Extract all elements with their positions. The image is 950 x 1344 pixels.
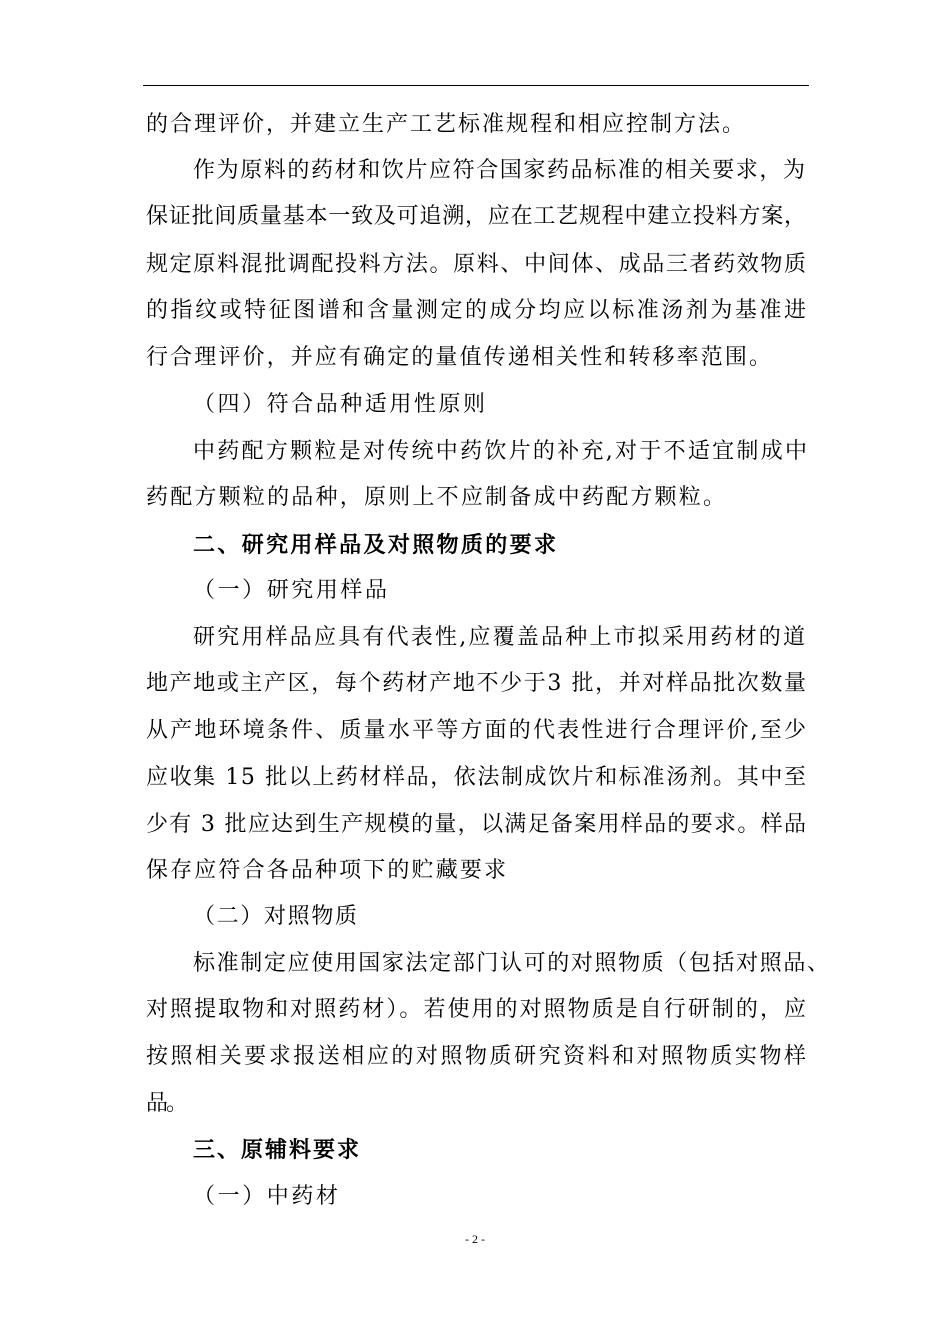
text-line: 规定原料混批调配投料方法。原料、中间体、成品三者药效物质 — [146, 252, 808, 277]
text-line: 少有 3 批应达到生产规模的量，以满足备案用样品的要求。样品 — [146, 812, 808, 837]
text-line: 行合理评价，并应有确定的量值传递相关性和转移率范围。 — [146, 345, 774, 370]
text-line: 药配方颗粒的品种，原则上不应制备成中药配方颗粒。 — [146, 485, 728, 510]
text-line: 对照提取物和对照药材）。若使用的对照物质是自行研制的，应 — [146, 997, 809, 1022]
text-line: 研究用样品应具有代表性,应覆盖品种上市拟采用药材的道 — [193, 625, 808, 650]
text-line: 保证批间质量基本一致及可追溯，应在工艺规程中建立投料方案， — [146, 204, 807, 229]
header-rule — [143, 85, 809, 86]
text-line: 保存应符合各品种项下的贮藏要求 — [146, 858, 509, 883]
text-line: 中药配方颗粒是对传统中药饮片的补充,对于不适宜制成中 — [193, 439, 810, 464]
section-heading: （四）符合品种适用性原则 — [193, 392, 488, 417]
section-heading: （一）中药材 — [193, 1184, 341, 1209]
text-line: 的合理评价，并建立生产工艺标准规程和相应控制方法。 — [146, 112, 746, 137]
text-line: 的指纹或特征图谱和含量测定的成分均应以标准汤剂为基准进 — [146, 298, 809, 323]
chapter-heading: 二、研究用样品及对照物质的要求 — [193, 532, 559, 558]
text-line: 品。 — [146, 1091, 187, 1116]
text-line: 地产地或主产区，每个药材产地不少于3 批，并对样品批次数量 — [146, 671, 808, 696]
text-line: 按照相关要求报送相应的对照物质研究资料和对照物质实物样 — [146, 1044, 809, 1069]
text-line: 标准制定应使用国家法定部门认可的对照物质（包括对照品、 — [193, 951, 831, 976]
section-heading: （二）对照物质 — [193, 904, 359, 929]
page-number: - 2 - — [465, 1232, 485, 1246]
chapter-heading: 三、原辅料要求 — [193, 1137, 361, 1163]
text-line: 从产地环境条件、质量水平等方面的代表性进行合理评价,至少 — [146, 718, 809, 743]
text-line: 作为原料的药材和饮片应符合国家药品标准的相关要求，为 — [193, 158, 807, 183]
text-line: 应收集 15 批以上药材样品，依法制成饮片和标准汤剂。其中至 — [146, 765, 808, 790]
section-heading: （一）研究用样品 — [193, 578, 390, 603]
